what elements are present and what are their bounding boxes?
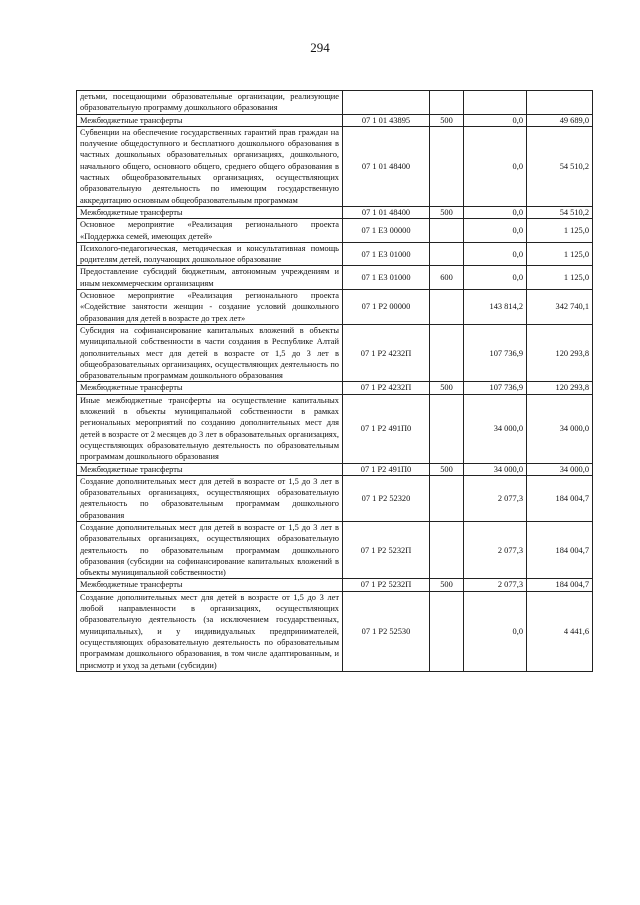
- row-name-cell: Создание дополнительных мест для детей в возрасте от 1,5 до 3 лет в образовательных организациях, осуществляющих образовательную деятельность по образовательным программам дошкольного образования: [77, 475, 343, 521]
- row-code-cell: 07 1 P2 5232П: [343, 521, 430, 578]
- row-value-2-cell: 184 004,7: [527, 475, 593, 521]
- row-type-cell: 500: [430, 382, 464, 394]
- row-type-cell: 500: [430, 114, 464, 126]
- row-type-cell: [430, 394, 464, 463]
- row-value-1-cell: 143 814,2: [464, 290, 527, 325]
- row-value-2-cell: 34 000,0: [527, 394, 593, 463]
- row-type-cell: [430, 475, 464, 521]
- table-row: [77, 521, 593, 578]
- row-code-cell: 07 1 E3 01000: [343, 266, 430, 290]
- row-value-2-cell: 54 510,2: [527, 206, 593, 218]
- row-code-cell: 07 1 P2 5232П: [343, 579, 430, 591]
- table-row: [77, 394, 593, 463]
- row-value-2-cell: 184 004,7: [527, 579, 593, 591]
- row-code-cell: 07 1 01 43895: [343, 114, 430, 126]
- row-type-cell: [430, 126, 464, 206]
- row-name-cell: Основное мероприятие «Реализация регионального проекта «Содействие занятости женщин - создание условий дошкольного образования для детей в возрасте до трех лет»: [77, 290, 343, 325]
- row-type-cell: [430, 219, 464, 243]
- row-code-cell: 07 1 E3 00000: [343, 219, 430, 243]
- row-type-cell: 500: [430, 579, 464, 591]
- row-type-cell: [430, 591, 464, 671]
- row-name-cell: Создание дополнительных мест для детей в возрасте от 1,5 до 3 лет любой направленности в организациях, осуществляющих образовательную деятельность (за исключением государственных, муниципальных), и у индивидуальных предпринимателей, осуществляющих образовательную деятельность по образовательным программам дошкольного образования, в том числе адаптированным, и присмотр и уход за детьми (субсидии): [77, 591, 343, 671]
- row-value-2-cell: 1 125,0: [527, 242, 593, 266]
- row-name-cell: Создание дополнительных мест для детей в возрасте от 1,5 до 3 лет в образовательных организациях, осуществляющих образовательную деятельность по образовательным программам дошкольного образования (субсидии на софинансирование капитальных вложений в объекты муниципальной собственности): [77, 521, 343, 578]
- table-row: [77, 219, 593, 243]
- row-value-1-cell: 0,0: [464, 114, 527, 126]
- table-row: [77, 324, 593, 381]
- row-value-2-cell: [527, 91, 593, 115]
- row-name-cell: Субвенции на обеспечение государственных гарантий прав граждан на получение общедоступного и бесплатного дошкольного образования в частных дошкольных образовательных организациях, дошкольного, начального общего, основного общего, среднего общего образования в частных общеобразовательных организациях, осуществляющих образовательную деятельность по имеющим государственную аккредитацию основным общеобразовательным программам: [77, 126, 343, 206]
- row-value-2-cell: 120 293,8: [527, 382, 593, 394]
- row-name-cell: Межбюджетные трансферты: [77, 579, 343, 591]
- row-value-1-cell: 0,0: [464, 126, 527, 206]
- row-name-cell: Субсидия на софинансирование капитальных вложений в объекты муниципальной собственности в части создания в Республике Алтай дополнительных мест для детей в возрасте от 1,5 до 3 лет в общеобразовательных организациях, осуществляющих деятельность по образовательным программам дошкольного образования: [77, 324, 343, 381]
- row-code-cell: 07 1 P2 52530: [343, 591, 430, 671]
- row-type-cell: [430, 324, 464, 381]
- row-value-2-cell: 34 000,0: [527, 463, 593, 475]
- row-value-2-cell: 342 740,1: [527, 290, 593, 325]
- row-value-1-cell: 107 736,9: [464, 324, 527, 381]
- row-value-2-cell: 184 004,7: [527, 521, 593, 578]
- row-code-cell: 07 1 P2 491П0: [343, 463, 430, 475]
- row-name-cell: Межбюджетные трансферты: [77, 206, 343, 218]
- table-row: [77, 290, 593, 325]
- row-type-cell: 600: [430, 266, 464, 290]
- table-row: [77, 91, 593, 115]
- row-code-cell: 07 1 P2 4232П: [343, 382, 430, 394]
- row-value-1-cell: 0,0: [464, 591, 527, 671]
- row-value-1-cell: 0,0: [464, 242, 527, 266]
- table-row: [77, 206, 593, 218]
- row-value-1-cell: [464, 91, 527, 115]
- row-code-cell: 07 1 P2 52320: [343, 475, 430, 521]
- row-code-cell: 07 1 P2 00000: [343, 290, 430, 325]
- row-type-cell: [430, 521, 464, 578]
- table-row: [77, 126, 593, 206]
- row-name-cell: Межбюджетные трансферты: [77, 382, 343, 394]
- row-type-cell: [430, 290, 464, 325]
- row-type-cell: [430, 242, 464, 266]
- row-value-2-cell: 49 689,0: [527, 114, 593, 126]
- row-value-2-cell: 1 125,0: [527, 219, 593, 243]
- row-code-cell: 07 1 P2 491П0: [343, 394, 430, 463]
- row-value-1-cell: 34 000,0: [464, 463, 527, 475]
- row-name-cell: Психолого-педагогическая, методическая и консультативная помощь родителям детей, получающих дошкольное образование: [77, 242, 343, 266]
- row-value-2-cell: 4 441,6: [527, 591, 593, 671]
- row-code-cell: 07 1 01 48400: [343, 126, 430, 206]
- row-type-cell: 500: [430, 206, 464, 218]
- page-number: 294: [310, 40, 330, 55]
- row-value-2-cell: 54 510,2: [527, 126, 593, 206]
- row-value-2-cell: 1 125,0: [527, 266, 593, 290]
- row-name-cell: Иные межбюджетные трансферты на осуществление капитальных вложений в объекты муниципальной собственности в рамках региональных мероприятий по созданию дополнительных мест для детей в возрасте от 2 месяцев до 3 лет в образовательных организациях, осуществляющих образовательную деятельность по образовательным программам дошкольного образования: [77, 394, 343, 463]
- table-row: [77, 463, 593, 475]
- row-type-cell: [430, 91, 464, 115]
- row-name-cell: Межбюджетные трансферты: [77, 114, 343, 126]
- row-name-cell: Межбюджетные трансферты: [77, 463, 343, 475]
- table-row: [77, 579, 593, 591]
- row-value-1-cell: 2 077,3: [464, 521, 527, 578]
- row-code-cell: 07 1 P2 4232П: [343, 324, 430, 381]
- row-value-1-cell: 107 736,9: [464, 382, 527, 394]
- row-name-cell: детьми, посещающими образовательные организации, реализующие образовательную программу дошкольного образования: [77, 91, 343, 115]
- table-row: [77, 475, 593, 521]
- row-code-cell: [343, 91, 430, 115]
- row-name-cell: Основное мероприятие «Реализация регионального проекта «Поддержка семей, имеющих детей»: [77, 219, 343, 243]
- table-row: [77, 114, 593, 126]
- row-value-2-cell: 120 293,8: [527, 324, 593, 381]
- row-value-1-cell: 34 000,0: [464, 394, 527, 463]
- row-value-1-cell: 2 077,3: [464, 579, 527, 591]
- budget-table: [76, 90, 593, 672]
- table-row: [77, 242, 593, 266]
- row-value-1-cell: 0,0: [464, 219, 527, 243]
- row-type-cell: 500: [430, 463, 464, 475]
- table-row: [77, 591, 593, 671]
- row-code-cell: 07 1 E3 01000: [343, 242, 430, 266]
- row-value-1-cell: 0,0: [464, 206, 527, 218]
- row-value-1-cell: 0,0: [464, 266, 527, 290]
- row-code-cell: 07 1 01 48400: [343, 206, 430, 218]
- table-row: [77, 382, 593, 394]
- table-row: [77, 266, 593, 290]
- row-name-cell: Предоставление субсидий бюджетным, автономным учреждениям и иным некоммерческим организациям: [77, 266, 343, 290]
- row-value-1-cell: 2 077,3: [464, 475, 527, 521]
